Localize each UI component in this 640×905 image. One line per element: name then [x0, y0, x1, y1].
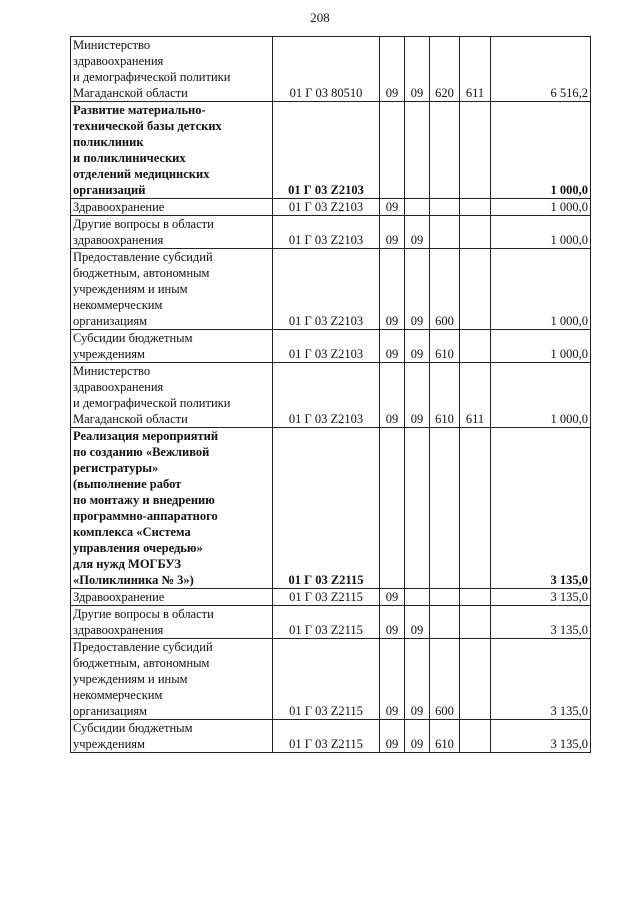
table-row — [71, 330, 591, 363]
row-code-cell: 01 Г 03 Z2103 — [273, 330, 380, 363]
row-section-cell: 09 — [380, 363, 405, 428]
row-code-cell: 01 Г 03 Z2115 — [273, 606, 380, 639]
row-section-cell: 09 — [380, 606, 405, 639]
row-expense-subtype-cell — [460, 216, 491, 249]
row-amount-cell: 6 516,2 — [491, 37, 591, 102]
row-expense-type-cell — [430, 102, 460, 199]
row-amount-cell: 1 000,0 — [491, 216, 591, 249]
row-name-cell — [71, 249, 273, 330]
row-expense-type-cell: 610 — [430, 330, 460, 363]
row-name-text: Реализация мероприятий по созданию «Вежливой регистратуры» (выполнение работ по монтажу и внедрению программно-аппаратного комплекса «Система управления очередью» для нужд МОГБУЗ «Поликлиника № 3») — [73, 429, 219, 587]
row-subsection-cell: 09 — [405, 37, 430, 102]
row-code-cell: 01 Г 03 Z2103 — [273, 216, 380, 249]
row-name-text: Другие вопросы в области здравоохранения — [73, 607, 214, 637]
row-subsection-cell: 09 — [405, 606, 430, 639]
row-name-cell — [71, 363, 273, 428]
table-row — [71, 363, 591, 428]
row-subsection-cell: 09 — [405, 720, 430, 753]
row-expense-type-cell: 610 — [430, 363, 460, 428]
table-row — [71, 102, 591, 199]
row-amount-cell: 1 000,0 — [491, 330, 591, 363]
row-name-text: Министерство здравоохранения и демографической политики Магаданской области — [73, 364, 231, 426]
table-row — [71, 606, 591, 639]
row-expense-type-cell: 610 — [430, 720, 460, 753]
row-subsection-cell: 09 — [405, 216, 430, 249]
row-expense-type-cell — [430, 199, 460, 216]
row-expense-subtype-cell — [460, 102, 491, 199]
row-name-cell — [71, 199, 273, 216]
row-expense-subtype-cell — [460, 428, 491, 589]
row-code-cell: 01 Г 03 Z2115 — [273, 720, 380, 753]
row-code-cell: 01 Г 03 Z2103 — [273, 102, 380, 199]
page-number: 208 — [310, 10, 330, 25]
row-code-cell: 01 Г 03 Z2103 — [273, 199, 380, 216]
row-amount-cell: 3 135,0 — [491, 639, 591, 720]
row-code-cell: 01 Г 03 Z2103 — [273, 363, 380, 428]
row-name-cell — [71, 428, 273, 589]
row-amount-cell: 3 135,0 — [491, 606, 591, 639]
row-name-text: Субсидии бюджетным учреждениям — [73, 721, 193, 751]
row-subsection-cell — [405, 428, 430, 589]
row-expense-subtype-cell — [460, 606, 491, 639]
table-row — [71, 428, 591, 589]
row-subsection-cell — [405, 102, 430, 199]
row-expense-type-cell: 600 — [430, 249, 460, 330]
table-row — [71, 37, 591, 102]
budget-table-body — [71, 37, 591, 753]
row-name-text: Субсидии бюджетным учреждениям — [73, 331, 193, 361]
row-name-cell — [71, 102, 273, 199]
row-expense-type-cell — [430, 589, 460, 606]
row-name-text: Другие вопросы в области здравоохранения — [73, 217, 214, 247]
table-row — [71, 199, 591, 216]
row-subsection-cell: 09 — [405, 330, 430, 363]
row-subsection-cell: 09 — [405, 363, 430, 428]
row-section-cell: 09 — [380, 216, 405, 249]
row-section-cell: 09 — [380, 249, 405, 330]
row-section-cell — [380, 428, 405, 589]
row-expense-subtype-cell — [460, 589, 491, 606]
row-amount-cell: 3 135,0 — [491, 589, 591, 606]
row-amount-cell: 1 000,0 — [491, 249, 591, 330]
row-section-cell: 09 — [380, 639, 405, 720]
row-subsection-cell: 09 — [405, 249, 430, 330]
row-amount-cell: 1 000,0 — [491, 363, 591, 428]
row-expense-subtype-cell — [460, 330, 491, 363]
row-name-text: Министерство здравоохранения и демографической политики Магаданской области — [73, 38, 231, 100]
row-name-cell — [71, 37, 273, 102]
row-code-cell: 01 Г 03 Z2115 — [273, 639, 380, 720]
table-row — [71, 720, 591, 753]
row-name-cell — [71, 606, 273, 639]
row-section-cell: 09 — [380, 199, 405, 216]
row-name-cell — [71, 589, 273, 606]
row-section-cell — [380, 102, 405, 199]
row-expense-type-cell — [430, 606, 460, 639]
row-name-cell — [71, 720, 273, 753]
row-expense-subtype-cell — [460, 720, 491, 753]
row-name-cell — [71, 330, 273, 363]
row-section-cell: 09 — [380, 37, 405, 102]
row-amount-cell: 3 135,0 — [491, 720, 591, 753]
row-subsection-cell: 09 — [405, 639, 430, 720]
row-amount-cell: 1 000,0 — [491, 199, 591, 216]
row-section-cell: 09 — [380, 330, 405, 363]
row-amount-cell: 3 135,0 — [491, 428, 591, 589]
row-subsection-cell — [405, 199, 430, 216]
row-expense-subtype-cell — [460, 249, 491, 330]
row-name-text: Развитие материально- технической базы детских поликлиник и поликлинических отделений медицинских организаций — [73, 103, 222, 197]
row-name-cell — [71, 639, 273, 720]
table-row — [71, 639, 591, 720]
table-row — [71, 589, 591, 606]
row-expense-subtype-cell — [460, 639, 491, 720]
row-expense-subtype-cell — [460, 199, 491, 216]
row-amount-cell: 1 000,0 — [491, 102, 591, 199]
row-expense-type-cell: 600 — [430, 639, 460, 720]
row-section-cell: 09 — [380, 720, 405, 753]
row-subsection-cell — [405, 589, 430, 606]
row-name-cell — [71, 216, 273, 249]
row-code-cell: 01 Г 03 Z2115 — [273, 589, 380, 606]
table-row — [71, 249, 591, 330]
row-expense-subtype-cell: 611 — [460, 363, 491, 428]
row-name-text: Здравоохранение — [73, 590, 165, 604]
row-expense-subtype-cell: 611 — [460, 37, 491, 102]
budget-table — [70, 36, 591, 753]
table-row — [71, 216, 591, 249]
row-name-text: Предоставление субсидий бюджетным, автономным учреждениям и иным некоммерческим организациям — [73, 250, 213, 328]
row-code-cell: 01 Г 03 Z2115 — [273, 428, 380, 589]
row-name-text: Здравоохранение — [73, 200, 165, 214]
row-name-text: Предоставление субсидий бюджетным, автономным учреждениям и иным некоммерческим организациям — [73, 640, 213, 718]
row-expense-type-cell: 620 — [430, 37, 460, 102]
row-section-cell: 09 — [380, 589, 405, 606]
row-expense-type-cell — [430, 216, 460, 249]
row-expense-type-cell — [430, 428, 460, 589]
row-code-cell: 01 Г 03 80510 — [273, 37, 380, 102]
row-code-cell: 01 Г 03 Z2103 — [273, 249, 380, 330]
